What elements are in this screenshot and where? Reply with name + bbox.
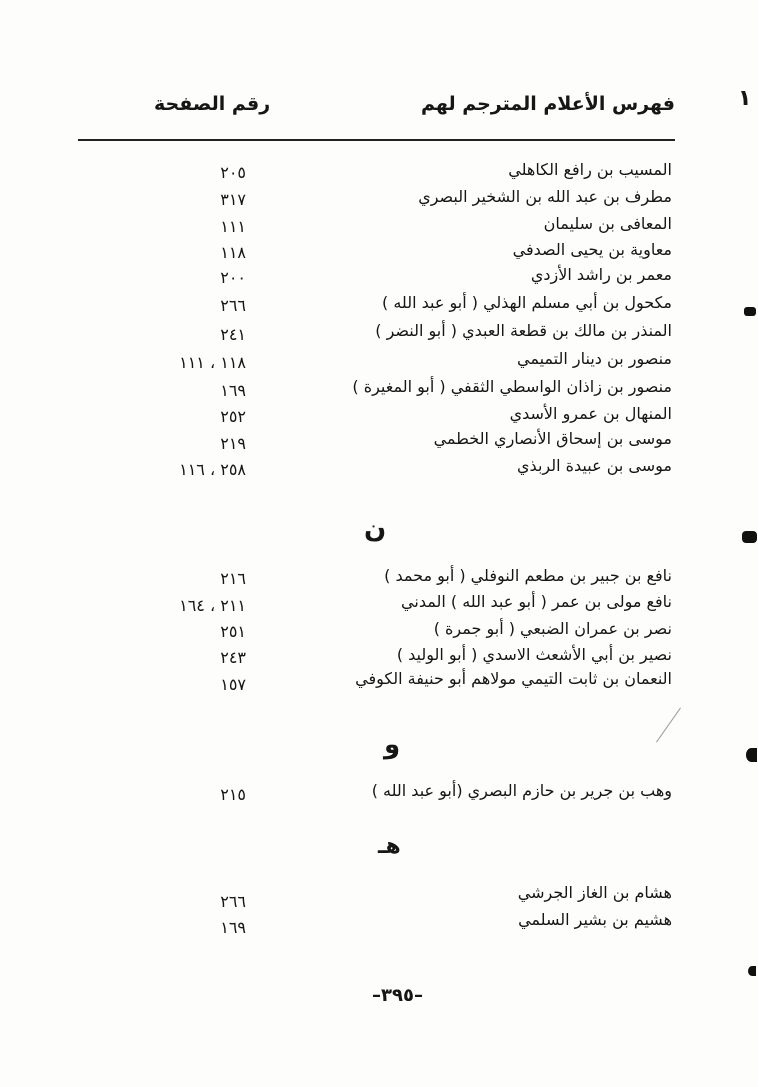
entry-pages: ٢٠٥ xyxy=(220,163,246,182)
entry-name: المنهال بن عمرو الأسدي xyxy=(509,404,672,423)
entry-name: هشيم بن بشير السلمي xyxy=(518,910,672,929)
entry-pages: ٢٥١ xyxy=(220,622,246,641)
entry-name: نافع مولى بن عمر ( أبو عبد الله ) المدني xyxy=(401,592,672,611)
entry-pages: ٢٠٠ xyxy=(220,268,246,287)
entry-name: هشام بن الغاز الجرشي xyxy=(517,883,672,902)
entry-pages: ٣١٧ xyxy=(220,190,246,209)
entry-name: نصير بن أبي الأشعث الاسدي ( أبو الوليد ) xyxy=(396,645,672,664)
scan-mark xyxy=(748,966,756,976)
entry-pages: ٢١١ ، ١٦٤ xyxy=(179,596,246,615)
page-number: –٣٩٥– xyxy=(372,985,423,1006)
header-rule xyxy=(78,139,675,141)
entry-name: وهب بن جرير بن حازم البصري (أبو عبد الله ) xyxy=(371,781,672,800)
entry-pages: ٢٥٨ ، ١١٦ xyxy=(179,460,246,479)
entry-name: مطرف بن عبد الله بن الشخير البصري xyxy=(418,187,672,206)
entry-name: المسيب بن رافع الكاهلي xyxy=(508,160,672,179)
scan-mark xyxy=(656,708,681,743)
entry-name: نصر بن عمران الضبعي ( أبو جمرة ) xyxy=(433,619,672,638)
entry-pages: ٢١٩ xyxy=(220,434,246,453)
entry-name: موسى بن إسحاق الأنصاري الخطمي xyxy=(433,429,672,448)
entry-pages: ٢٦٦ xyxy=(220,892,246,911)
corner-number: ١ xyxy=(738,86,752,111)
entry-name: معمر بن راشد الأزدي xyxy=(530,265,672,284)
entry-pages: ٢٦٦ xyxy=(220,296,246,315)
scan-mark xyxy=(742,531,757,543)
entry-pages: ١١١ xyxy=(220,217,246,236)
scan-mark xyxy=(744,307,756,316)
entry-name: نافع بن جبير بن مطعم النوفلي ( أبو محمد ) xyxy=(384,566,672,585)
section-letter: هـ xyxy=(378,834,401,859)
entry-pages: ٢١٥ xyxy=(220,785,246,804)
section-letter: و xyxy=(384,730,401,760)
entry-name: منصور بن زاذان الواسطي الثقفي ( أبو المغيرة ) xyxy=(352,377,672,396)
entry-pages: ١١٨ xyxy=(220,243,246,262)
entry-pages: ٢٤٣ xyxy=(220,648,246,667)
entry-pages: ١٥٧ xyxy=(220,675,246,694)
entry-pages: ١٦٩ xyxy=(220,381,246,400)
entry-name: النعمان بن ثابت التيمي مولاهم أبو حنيفة الكوفي xyxy=(355,669,672,688)
entry-name: منصور بن دينار التميمي xyxy=(517,349,672,368)
entry-pages: ٢١٦ xyxy=(220,569,246,588)
entry-name: مكحول بن أبي مسلم الهذلي ( أبو عبد الله ) xyxy=(382,293,672,312)
scan-mark xyxy=(746,748,757,762)
entry-name: معاوية بن يحيى الصدفي xyxy=(512,240,672,259)
entry-pages: ٢٤١ xyxy=(220,325,246,344)
entry-pages: ٢٥٢ xyxy=(220,407,246,426)
entry-name: المنذر بن مالك بن قطعة العبدي ( أبو النضر ) xyxy=(375,321,672,340)
entry-name: المعافى بن سليمان xyxy=(543,214,672,233)
entry-pages: ١٦٩ xyxy=(220,918,246,937)
page-column-header: رقم الصفحة xyxy=(154,93,271,115)
entry-pages: ١١٨ ، ١١١ xyxy=(179,353,246,372)
entry-name: موسى بن عبيدة الربذي xyxy=(517,456,672,475)
index-title: فهرس الأعلام المترجم لهم xyxy=(421,93,675,115)
section-letter: ن xyxy=(364,514,387,544)
